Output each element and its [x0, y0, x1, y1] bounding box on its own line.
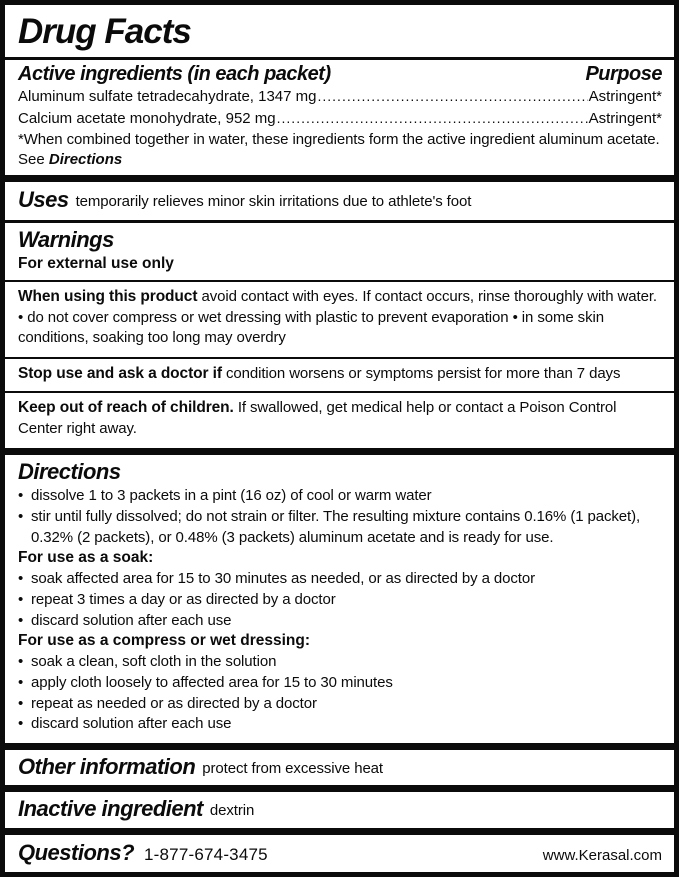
bullet-marker: •	[18, 653, 24, 671]
bullet-marker: •	[18, 715, 24, 733]
uses-text: temporarily relieves minor skin irritations due to athlete's foot	[75, 193, 472, 211]
bullet-item	[18, 569, 662, 590]
external-use-line: For external use only	[18, 254, 174, 272]
directions-heading: Directions	[18, 459, 121, 485]
bullet-item	[18, 507, 662, 548]
keep-out-paragraph	[5, 393, 674, 448]
purpose-heading: Purpose	[585, 63, 662, 86]
section-divider	[5, 828, 674, 835]
drug-facts-title: Drug Facts	[18, 12, 191, 51]
inactive-ingredient-heading: Inactive ingredient	[18, 796, 203, 822]
bullet-text: stir until fully dissolved; do not strain or filter. The resulting mixture contains 0.16% (1 packet), 0.32% (2 packets), or 0.48% (3 packets) aluminum acetate and is ready for use.	[31, 508, 641, 546]
ingredient-name: Aluminum sulfate tetradecahydrate, 1347 mg	[18, 88, 317, 106]
combined-footnote: *When combined together in water, these ingredients form the active ingredient aluminum acetate.	[18, 130, 660, 148]
section-divider	[5, 448, 674, 455]
stop-use-paragraph	[5, 359, 674, 391]
when-using-lead: When using this product	[18, 287, 198, 305]
section-divider	[5, 175, 674, 182]
warnings-section	[5, 223, 674, 280]
bullet-text: dissolve 1 to 3 packets in a pint (16 oz) of cool or warm water	[31, 487, 432, 505]
bullet-item	[18, 673, 662, 694]
see-directions-line	[18, 150, 662, 170]
bullet-marker: •	[18, 673, 24, 691]
active-ingredients-section	[5, 60, 674, 175]
section-divider	[5, 785, 674, 792]
bullet-text: discard solution after each use	[31, 715, 232, 733]
uses-heading: Uses	[18, 187, 69, 213]
bullet-marker: •	[18, 590, 24, 608]
bullet-item	[18, 714, 662, 735]
bullet-text: soak affected area for 15 to 30 minutes as needed, or as directed by a doctor	[31, 570, 536, 588]
title-section	[5, 5, 674, 57]
bullet-text: repeat as needed or as directed by a doctor	[31, 694, 317, 712]
when-using-paragraph	[5, 282, 674, 357]
stop-use-lead: Stop use and ask a doctor if	[18, 365, 222, 383]
directions-intro-list	[18, 486, 662, 548]
keep-out-text: If swallowed, get medical help or contact a Poison Control Center right away.	[18, 398, 617, 437]
warnings-heading: Warnings	[18, 226, 114, 252]
bullet-item	[18, 694, 662, 715]
inactive-ingredient-section	[5, 792, 674, 827]
bullet-text: repeat 3 times a day or as directed by a doctor	[31, 590, 336, 608]
bullet-marker: •	[18, 487, 24, 505]
when-using-text: avoid contact with eyes. If contact occurs, rinse thoroughly with water. • do not cover compress or wet dressing with plastic to prevent evaporation • in some skin conditions, soaking too long may overdry	[18, 287, 657, 346]
other-information-section	[5, 750, 674, 785]
uses-section	[5, 182, 674, 219]
see-directions-ref: Directions	[48, 151, 123, 168]
questions-left	[18, 841, 268, 865]
soak-heading: For use as a soak:	[18, 549, 154, 567]
bullet-item	[18, 652, 662, 673]
bullet-item	[18, 486, 662, 507]
directions-section	[5, 455, 674, 743]
compress-heading: For use as a compress or wet dressing:	[18, 632, 311, 650]
questions-heading: Questions?	[18, 839, 135, 865]
ingredient-row	[18, 86, 662, 108]
dot-leader	[318, 86, 588, 108]
stop-use-text: condition worsens or symptoms persist for more than 7 days	[221, 365, 621, 383]
ingredient-purpose: Astringent*	[588, 88, 662, 106]
ingredient-row	[18, 108, 662, 130]
bullet-item	[18, 611, 662, 632]
questions-phone: 1-877-674-3475	[144, 844, 268, 864]
bullet-marker: •	[18, 611, 24, 629]
section-divider	[5, 743, 674, 750]
questions-section	[5, 835, 674, 872]
active-ingredients-header	[18, 63, 662, 86]
other-information-text: protect from excessive heat	[202, 760, 383, 778]
bullet-marker: •	[18, 508, 24, 525]
questions-website: www.Kerasal.com	[542, 846, 662, 864]
active-ingredients-heading: Active ingredients (in each packet)	[18, 63, 331, 86]
bullet-text: discard solution after each use	[31, 611, 232, 629]
see-prefix: See	[18, 151, 49, 168]
ingredient-purpose: Astringent*	[588, 110, 662, 127]
inactive-ingredient-text: dextrin	[209, 802, 255, 820]
dot-leader	[277, 108, 588, 130]
bullet-marker: •	[18, 694, 24, 712]
bullet-marker: •	[18, 570, 24, 588]
bullet-text: apply cloth loosely to affected area for 15 to 30 minutes	[31, 673, 393, 691]
compress-list	[18, 652, 662, 735]
keep-out-lead: Keep out of reach of children.	[18, 398, 234, 416]
other-information-heading: Other information	[18, 754, 196, 780]
soak-list	[18, 569, 662, 631]
ingredient-name: Calcium acetate monohydrate, 952 mg	[18, 110, 276, 127]
bullet-item	[18, 590, 662, 611]
bullet-text: soak a clean, soft cloth in the solution	[31, 653, 277, 671]
